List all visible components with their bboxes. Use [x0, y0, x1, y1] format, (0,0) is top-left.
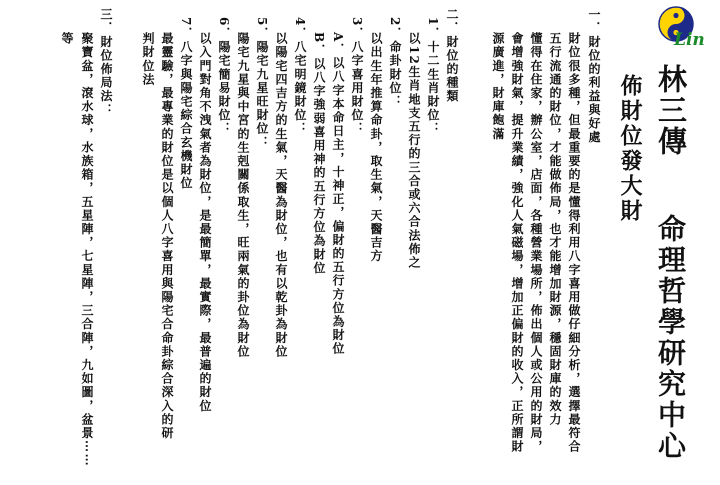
text-column: A．以八字本命日主，十神正，偏財的五行方位為財位 [331, 32, 345, 356]
text-column: 1．十二生肖財位： [426, 17, 440, 136]
text-column: 7．八字與陽宅綜合玄機財位 [179, 17, 193, 191]
text-column: 3．八字喜用財位： [350, 17, 364, 136]
text-column: 以出生年推算命卦，取生氣，天醫吉方 [369, 32, 383, 264]
text-column: 五行流通的財位，才能做佈局，也才能增加財源，穩固財庫的效力 [548, 32, 562, 427]
page-subtitle: 佈財位發大財 [617, 74, 643, 224]
text-column: 2．命卦財位： [388, 17, 402, 109]
text-column: 二．財位的種類 [445, 8, 459, 104]
text-column: 4．八宅明鏡財位： [293, 17, 307, 136]
text-column: 三．財位佈局法： [99, 8, 113, 117]
text-column: 以12生肖地支五行的三合或六合法佈之 [407, 32, 421, 270]
header-name: 林三傳 [654, 64, 688, 157]
text-column: 判財位法 [141, 32, 155, 87]
text-column: 源廣進，財庫飽滿 [491, 32, 505, 141]
text-column: 懂得在住家，辦公室，店面，各種營業場所，佈出個人或公用的財局， [529, 32, 543, 454]
text-column: 聚寶盆，滾水球，水族箱，五星陣，七星陣，三合陣，九如圖，盆景⋯⋯ [80, 32, 94, 468]
text-column: 5．陽宅九星旺財位： [255, 17, 269, 150]
header-center: 命理哲學研究中心 [654, 214, 687, 462]
text-column: 一．財位的利益與好處 [587, 8, 601, 144]
text-column: 最靈驗，最專業的財位是以個人八字喜用與陽宅合命卦綜合深入的研 [160, 32, 174, 440]
text-column: 以陽宅四吉方的生氣，天醫為財位，也有以乾卦為財位 [274, 32, 288, 359]
text-column: B．以八字強弱喜用神的五行方位為財位 [312, 32, 326, 275]
logo-text: Lin [674, 30, 705, 50]
text-column: 財位很多種，但最重要的是懂得利用八字喜用做仔細分析，選擇最符合 [567, 32, 581, 454]
text-column: 等 [60, 32, 74, 46]
text-column: 會增強財氣，提升業績，強化人氣磁場，增加正偏財的收入，正所謂財 [510, 32, 524, 454]
text-column: 以入門對角不洩氣者為財位，是最簡單，最實際，最普遍的財位 [198, 32, 212, 413]
text-column: 陽宅九星與中宮的生剋關係取生，旺兩氣的卦位為財位 [236, 32, 250, 359]
text-column: 6．陽宅簡易財位： [217, 17, 231, 136]
